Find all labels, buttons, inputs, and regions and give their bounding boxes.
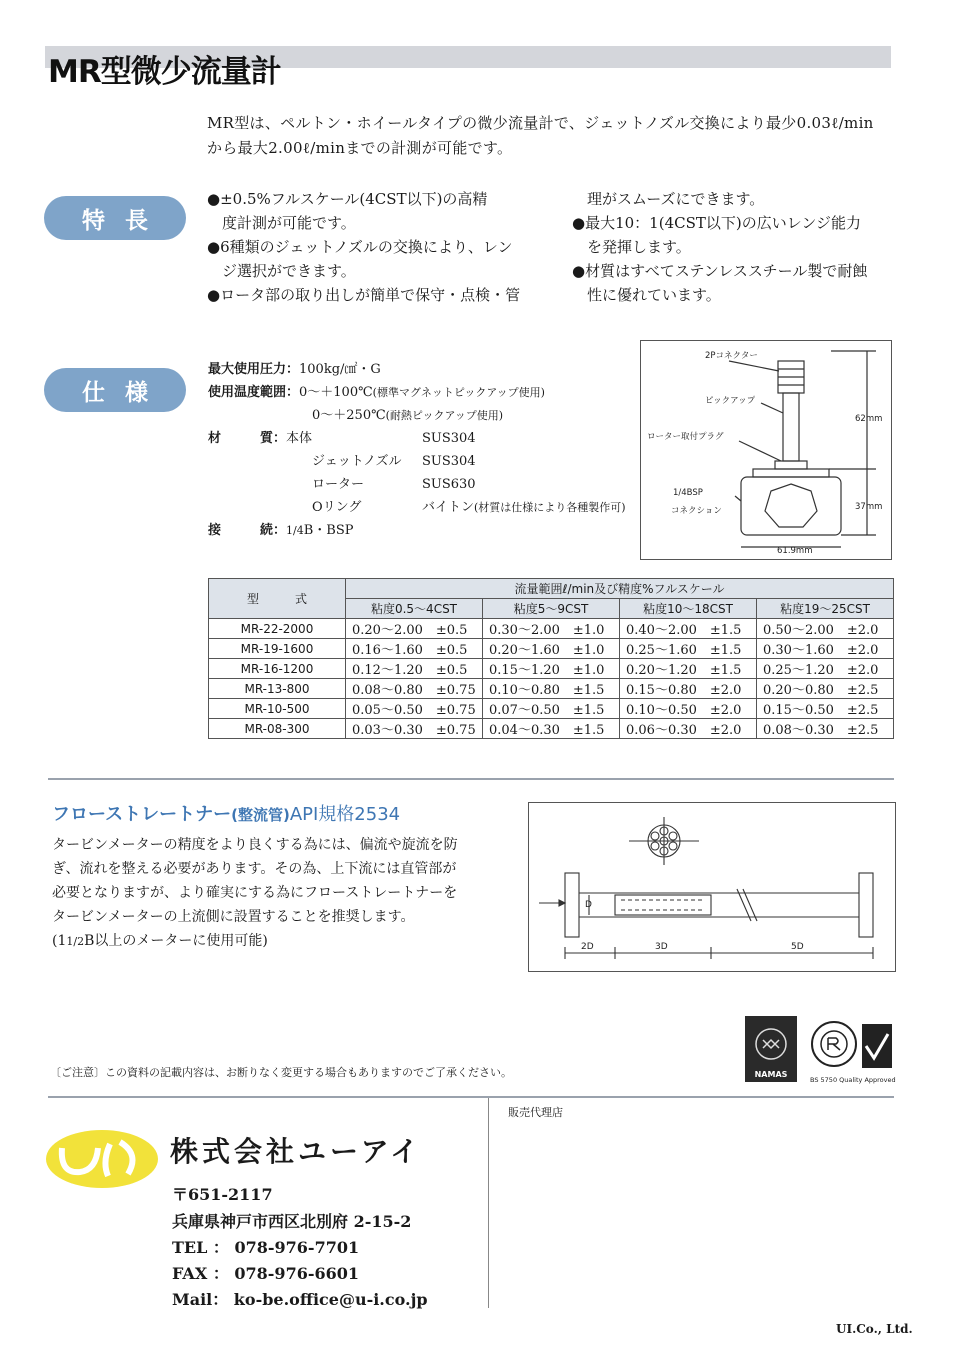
company-zip: 〒651-2117 [172,1185,273,1204]
table-cell-model: MR-10-500 [209,699,346,719]
feature-line: ●材質はすべてステンレススチール製で耐蝕 [572,262,868,280]
namas-text: NAMAS [754,1070,788,1079]
spec-material-mat: SUS630 [422,477,476,492]
table-cell: 0.25～1.60 ±1.5 [620,639,757,659]
table-cell-model: MR-13-800 [209,679,346,699]
footer-company: UI.Co., Ltd. [836,1322,913,1336]
fs-note-suffix: B以上のメーターに使用可能) [84,933,268,949]
spec-connection-label: 接 続： [208,523,287,538]
spec-temp-label: 使用温度範囲： [208,385,300,400]
feature-line: を発揮します。 [572,238,691,256]
table-cell-model: MR-08-300 [209,719,346,739]
diagram-plug-label: ローター取付プラグ [647,432,724,442]
table-cell: 0.50～2.00 ±2.0 [757,619,894,639]
ui-logo-icon [44,1128,160,1190]
table-cell: 0.07～0.50 ±1.5 [483,699,620,719]
spec-material-label: 材 質： [208,431,287,446]
left-flange [565,873,579,937]
table-cell: 0.20～1.60 ±1.0 [483,639,620,659]
flow-range-table [208,578,894,739]
table-cell: 0.10～0.80 ±1.5 [483,679,620,699]
spec-material-part: Oリング [312,500,362,515]
dim-d-label: D [585,900,592,910]
feature-line: 性に優れています。 [572,286,721,304]
diagram-dim-height: 62mm [855,414,883,424]
company-mail[interactable]: Mail： ko-be.office@u-i.co.jp [172,1290,428,1309]
diagram-bsp-label: 1/4BSP [673,488,703,498]
fs-line: 必要となりますが、より確実にする為にフローストレートナーを [52,885,458,901]
table-viscosity-header: 粘度5～9CST [483,599,620,619]
fs-note-prefix: (1 [52,933,67,949]
table-cell: 0.25～1.20 ±2.0 [757,659,894,679]
feature-line: 理がスムーズにできます。 [572,190,765,208]
section-divider [48,778,894,780]
spec-connection-frac: 1/4 [286,524,304,537]
flowmeter-diagram [640,340,892,560]
intro-line-1: MR型は、ペルトン・ホイールタイプの微少流量計で、ジェットノズル交換により最少0.03ℓ/min [207,114,874,132]
table-cell: 0.30～2.00 ±1.0 [483,619,620,639]
bs-seal-icon [808,1016,898,1086]
table-cell: 0.15～0.80 ±2.0 [620,679,757,699]
diagram-pickup-label: ピックアップ [705,396,756,406]
table-row [209,699,894,719]
namas-logo [745,1016,797,1082]
fs-title-paren: (整流管) [231,806,290,824]
spec-material-part: ローター [312,477,365,492]
flow-straightener-title [52,800,400,826]
fs-title-main: フローストレートナー [52,804,232,825]
spec-temp1-note: (標準マグネットピックアップ使用) [372,386,545,399]
flowmeter-drawing [641,341,891,559]
table-viscosity-header: 粘度0.5～4CST [346,599,483,619]
table-cell: 0.05～0.50 ±0.75 [346,699,483,719]
agent-divider [488,1098,489,1308]
fs-title-std: API規格2534 [289,804,401,825]
table-cell: 0.03～0.30 ±0.75 [346,719,483,739]
right-flange [859,873,873,937]
fs-line: タービンメーターの上流側に設置することを推奨します。 [52,909,415,925]
features-left [207,187,577,307]
namas-crest-icon [745,1016,797,1082]
spec-material-mat: SUS304 [422,454,476,469]
table-cell: 0.20～2.00 ±0.5 [346,619,483,639]
table-cell: 0.30～1.60 ±2.0 [757,639,894,659]
table-cell-model: MR-22-2000 [209,619,346,639]
features-label: 特長 [44,196,186,240]
company-name: 株式会社ユーアイ [170,1135,423,1168]
table-cell: 0.15～1.20 ±1.0 [483,659,620,679]
table-viscosity-header: 粘度10～18CST [620,599,757,619]
diagram-dim-width: 61.9mm [777,546,813,556]
diagram-dim-body: 37mm [855,502,883,512]
table-viscosity-header: 粘度19～25CST [757,599,894,619]
agent-label: 販売代理店 [508,1106,563,1119]
table-cell-model: MR-16-1200 [209,659,346,679]
table-cell: 0.12～1.20 ±0.5 [346,659,483,679]
features-right [572,187,922,307]
feature-line: ●ロータ部の取り出しが簡単で保守・点検・管 [207,286,521,304]
spec-temp2-note: (耐熱ピックアップ使用) [385,409,504,422]
pickup-shape [783,393,799,461]
page-title: MR型微少流量計 [48,54,281,90]
table-row [209,719,894,739]
company-fax: FAX ： 078-976-6601 [172,1264,360,1283]
notice-text: 〔ご注意〕この資料の記載内容は、お断りなく変更する場合もありますのでご了承ください。 [50,1066,512,1079]
spec-temp2-value: 0～＋250℃ [312,408,386,423]
spec-temp1-value: 0～＋100℃ [299,385,373,400]
table-row [209,619,894,639]
spec-material-mat: SUS304 [422,431,476,446]
table-range-header: 流量範囲ℓ/min及び精度%フルスケール [346,579,894,599]
feature-line: 度計測が可能です。 [207,214,356,232]
dim-5d-label: 5D [791,942,804,952]
body-shape [741,477,841,535]
company-address: 兵庫県神戸市西区北別府 2-15-2 [172,1212,412,1231]
feature-line: ●最大10：1(4CST以下)の広いレンジ能力 [572,214,861,232]
table-model-header: 型 式 [209,579,346,619]
spec-material-note: (材質は仕様により各種製作可) [474,501,626,514]
spec-material-mat: バイトン [422,500,475,515]
spec-material-part: 本体 [286,431,313,446]
table-row [209,659,894,679]
feature-line: ●±0.5%フルスケール(4CST以下)の高精 [207,190,488,208]
flow-straightener-diagram [528,802,896,972]
table-cell: 0.16～1.60 ±0.5 [346,639,483,659]
table-cell: 0.08～0.80 ±0.75 [346,679,483,699]
spec-material-part: ジェットノズル [312,454,402,469]
quality-approved-logo [808,1016,898,1086]
table-cell-model: MR-19-1600 [209,639,346,659]
table-cell: 0.15～0.50 ±2.5 [757,699,894,719]
company-logo [44,1128,160,1190]
fs-line: タービンメーターの精度をより良くする為には、偏流や旋流を防 [52,837,458,853]
flow-straightener-text [52,833,492,954]
table-cell: 0.40～2.00 ±1.5 [620,619,757,639]
specs-label: 仕様 [44,368,186,412]
spec-connection-value: B・BSP [303,523,354,538]
hex-nut-shape [765,484,817,527]
table-row [209,679,894,699]
table-cell: 0.08～0.30 ±2.5 [757,719,894,739]
spec-pressure-value: 100kg/㎠・G [299,362,381,377]
bs-text: BS 5750 Quality Approved [810,1076,896,1084]
table-cell: 0.20～0.80 ±2.5 [757,679,894,699]
table-row [209,639,894,659]
spec-pressure-label: 最大使用圧力： [208,362,300,377]
diagram-connector-label: 2Pコネクター [705,351,758,361]
table-cell: 0.10～0.50 ±2.0 [620,699,757,719]
dim-3d-label: 3D [655,942,668,952]
footer-divider [48,1096,894,1098]
straightener-bundle [615,895,711,915]
feature-line: ジ選択ができます。 [207,262,356,280]
table-cell: 0.20～1.20 ±1.5 [620,659,757,679]
fs-note-frac: 1/2 [66,935,85,948]
intro-line-2: から最大2.00ℓ/minまでの計測が可能です。 [207,139,513,157]
company-tel: TEL ： 078-976-7701 [172,1238,360,1257]
diagram-bsp-label-2: コネクション [671,506,722,516]
fs-line: ぎ、流れを整える必要があります。その為、上下流には直管部が [52,861,457,877]
table-cell: 0.04～0.30 ±1.5 [483,719,620,739]
dim-2d-label: 2D [581,942,594,952]
straightener-drawing [529,803,895,971]
table-cell: 0.06～0.30 ±2.0 [620,719,757,739]
feature-line: ●6種類のジェットノズルの交換により、レン [207,238,513,256]
spec-list [208,358,638,542]
